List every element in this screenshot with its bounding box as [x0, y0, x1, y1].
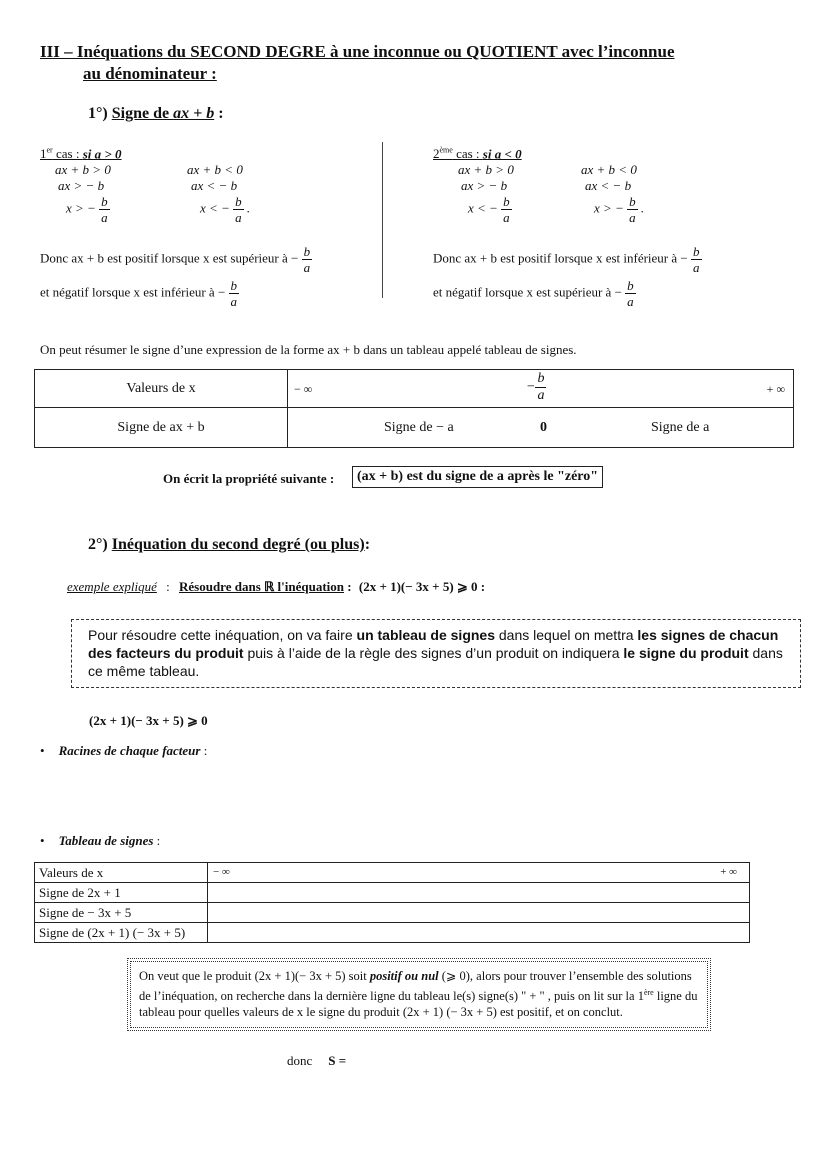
conclusion-t1: On veut que le produit (2x + 1)(− 3x + 5) soit — [139, 969, 370, 983]
t1-root-num: b — [537, 371, 545, 386]
t2-plus-inf: + ∞ — [720, 866, 737, 878]
bullet-roots-label: Racines de chaque facteur — [58, 743, 201, 758]
section1-colon: : — [214, 105, 224, 122]
conclusion-t2: (⩾ 0), alors pour trouver l’ensemble des solutions de l’inéquation, on recherche dans la dernière ligne du tableau le(s) signe(s) " + " , puis on lit sur la 1 — [139, 969, 692, 1003]
case1-donc1-text: Donc ax + b est positif lorsque x est supérieur à − — [40, 250, 299, 266]
case2-label — [433, 146, 522, 162]
case1-l2b: ax < − b — [191, 178, 238, 193]
t1-sign-row — [288, 408, 794, 448]
case1-donc2-den: a — [230, 294, 238, 309]
case2-donc2 — [433, 279, 636, 308]
bullet-table-colon: : — [153, 833, 161, 848]
case1-l3b — [200, 195, 250, 224]
t1-sign-left: Signe de − a — [384, 420, 454, 435]
t1-values-row — [288, 370, 794, 408]
bullet-roots-colon: : — [200, 743, 208, 758]
t1-root-neg: − — [526, 379, 536, 395]
example-task: Résoudre dans ℝ l'inéquation — [179, 579, 345, 594]
section2-title: Inéquation du second degré (ou plus) — [111, 536, 365, 553]
case1-donc2-text: et négatif lorsque x est inférieur à − — [40, 284, 226, 300]
case2-donc1-text: Donc ax + b est positif lorsque x est inférieur à − — [433, 250, 688, 266]
t2-row0-values — [208, 863, 750, 883]
case1-l3a-text: x > − — [66, 200, 96, 216]
case1-donc1-den: a — [303, 260, 311, 275]
t1-plus-inf: + ∞ — [766, 382, 785, 396]
t2-row0-label: Valeurs de x — [35, 863, 208, 883]
method-p1: Pour résoudre cette inéquation, on va faire — [88, 627, 357, 643]
t1-header-values: Valeurs de x — [35, 370, 288, 408]
conclusion-sup: ère — [643, 987, 654, 997]
t2-row1-label: Signe de 2x + 1 — [35, 883, 208, 903]
t2-row3-label: Signe de (2x + 1) (− 3x + 5) — [35, 923, 208, 943]
bullet-roots: • Racines de chaque facteur : — [40, 743, 208, 758]
method-p2: dans lequel on mettra — [495, 627, 638, 643]
bullet-table-label: Tableau de signes — [58, 833, 154, 848]
case1-donc2-num: b — [230, 278, 238, 293]
example-sep: : — [162, 579, 173, 594]
case1-l2a: ax > − b — [58, 178, 105, 193]
case1-frac-den: a — [101, 210, 108, 225]
case1-l3b-text: x < − — [200, 200, 230, 216]
case1-l3a — [66, 195, 110, 224]
bullet-table: • Tableau de signes : — [40, 833, 161, 848]
conclusion-bold: positif ou nul — [369, 969, 439, 983]
case1-label — [40, 146, 122, 162]
sign-table-1 — [34, 369, 794, 448]
section2-number: 2°) — [88, 536, 112, 553]
case2-l3a-text: x < − — [468, 200, 498, 216]
example-label: exemple expliqué — [67, 579, 157, 594]
property-label: On écrit la propriété suivante : — [163, 471, 335, 486]
section1-number: 1°) — [88, 105, 112, 122]
case2-dot: . — [640, 200, 645, 216]
section1-title: Signe de — [111, 105, 174, 122]
case2-l2b: ax < − b — [585, 178, 632, 193]
solution-donc: donc — [287, 1053, 313, 1068]
method-p4: dans ce même tableau. — [88, 645, 783, 679]
case1-donc1 — [40, 245, 312, 274]
conclusion-t3: ligne du tableau pour quelles valeurs de x le signe du produit (2x + 1) (− 3x + 5) est positif, et on conclut. — [139, 988, 698, 1020]
method-p3: puis à l’aide de la règle des signes d’un produit on indiquera — [243, 645, 624, 661]
case2-donc1-num: b — [693, 244, 700, 259]
case2-cas: cas : — [452, 146, 483, 162]
solution-set: S = — [328, 1053, 347, 1068]
conclusion-box — [130, 961, 708, 1028]
case2-l1a: ax + b > 0 — [458, 162, 514, 177]
case2-num: 2 — [433, 146, 440, 162]
method-box — [71, 619, 801, 688]
section1-expr: ax + b — [173, 105, 215, 122]
case2-donc2-text: et négatif lorsque x est supérieur à − — [433, 284, 622, 300]
case1-frac-num: b — [101, 194, 108, 209]
summary-text: On peut résumer le signe d’une expression de la forme ax + b dans un tableau appelé tableau de signes. — [40, 342, 577, 357]
case1-l1a: ax + b > 0 — [55, 162, 111, 177]
section2-colon: : — [364, 536, 371, 553]
t1-minus-inf: − ∞ — [294, 382, 313, 396]
t2-row1-cells — [208, 883, 750, 903]
property-box: (ax + b) est du signe de a après le "zéro" — [352, 466, 603, 488]
t2-minus-inf: − ∞ — [213, 866, 230, 878]
sign-table-2 — [34, 862, 750, 943]
case2-sup: ème — [439, 146, 453, 155]
case2-donc2-den: a — [627, 294, 634, 309]
case-divider — [382, 142, 383, 298]
t1-sign-right: Signe de a — [651, 420, 710, 435]
method-b3: le signe du produit — [623, 645, 749, 661]
t2-row2-cells — [208, 903, 750, 923]
case2-frac2-den: a — [629, 210, 636, 225]
solution-line — [287, 1053, 346, 1069]
t1-zero: 0 — [540, 420, 547, 435]
method-b2: les signes de chacun des facteurs du produit — [88, 627, 779, 661]
t2-row2-label: Signe de − 3x + 5 — [35, 903, 208, 923]
case1-donc2 — [40, 279, 239, 308]
case2-condition: si a < 0 — [482, 146, 522, 162]
case2-l3a — [468, 195, 512, 224]
t2-row3-cells — [208, 923, 750, 943]
title-line2: au dénominateur : — [83, 64, 217, 83]
case1-donc1-num: b — [303, 244, 311, 259]
case2-donc2-num: b — [627, 278, 634, 293]
case1-condition: si a > 0 — [82, 146, 122, 162]
case2-l3b-text: x > − — [594, 200, 624, 216]
section2-heading — [88, 536, 370, 554]
case1-l1b: ax + b < 0 — [187, 162, 243, 177]
page-title-line2 — [83, 64, 217, 84]
example-inequation: (2x + 1)(− 3x + 5) ⩾ 0 : — [358, 579, 486, 594]
case2-l3b — [594, 195, 644, 224]
case1-frac2-num: b — [235, 194, 242, 209]
case2-frac2-num: b — [629, 194, 636, 209]
inequation: (2x + 1)(− 3x + 5) ⩾ 0 — [89, 713, 208, 728]
case1-num: 1 — [40, 146, 47, 162]
t1-header-sign: Signe de ax + b — [35, 408, 288, 448]
case2-frac-den: a — [503, 210, 510, 225]
case2-donc1 — [433, 245, 702, 274]
case1-cas: cas : — [52, 146, 83, 162]
page-title — [40, 42, 675, 62]
case1-dot: . — [246, 200, 251, 216]
case1-frac2-den: a — [235, 210, 242, 225]
example-line — [67, 579, 485, 595]
t1-root — [526, 372, 546, 403]
case2-l2a: ax > − b — [461, 178, 508, 193]
example-colon: : — [344, 579, 355, 594]
t1-root-den: a — [537, 388, 545, 403]
case2-donc1-den: a — [693, 260, 700, 275]
case1-sup: er — [46, 146, 53, 155]
case2-l1b: ax + b < 0 — [581, 162, 637, 177]
case2-frac-num: b — [503, 194, 510, 209]
section1-heading — [88, 105, 224, 123]
title-line1: III – Inéquations du SECOND DEGRE à une inconnue ou QUOTIENT avec l’inconnue — [40, 42, 675, 61]
method-b1: un tableau de signes — [356, 627, 495, 643]
